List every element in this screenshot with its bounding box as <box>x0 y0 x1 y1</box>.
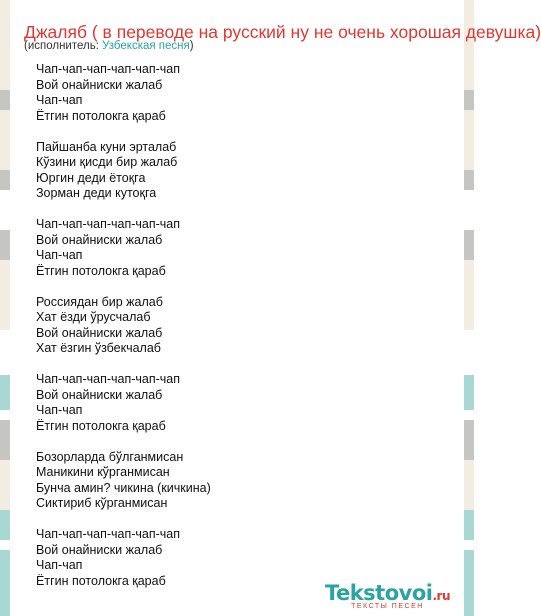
lyric-line: Чап-чап-чап-чап-чап-чап <box>36 62 181 76</box>
performer-label: (исполнитель: <box>24 40 99 52</box>
stanza <box>36 140 211 202</box>
performer-link[interactable]: Узбекская песня <box>102 40 190 52</box>
lyric-line: Зорман деди кутоқга <box>36 186 157 200</box>
performer-line <box>24 40 194 52</box>
lyric-line: Сиктириб кўрганмисан <box>36 496 168 510</box>
lyric-line: Вой онайниски жалаб <box>36 77 163 92</box>
lyric-line: Чап-чап <box>36 558 83 572</box>
lyric-line: Кўзини қисди бир жалаб <box>36 155 178 169</box>
stanza <box>36 217 211 279</box>
site-logo[interactable] <box>325 581 450 610</box>
stanza <box>36 372 211 434</box>
lyrics-sheet <box>10 0 541 616</box>
lyrics-body <box>36 62 211 589</box>
stanza <box>36 295 211 357</box>
lyric-line: Чап-чап-чап-чап-чап-чап <box>36 372 181 386</box>
lyric-line: Вой онайниски жалаб <box>36 232 163 247</box>
lyric-line: Бунча амин? чикина (кичкина) <box>36 480 211 495</box>
logo-tld: .ru <box>432 589 450 603</box>
lyric-line: Ётгин потолокга қараб <box>36 263 166 278</box>
lyric-line: Юргин деди ётоқга <box>36 170 146 185</box>
stanza <box>36 62 211 124</box>
lyric-line: Россиядан бир жалаб <box>36 294 163 309</box>
lyric-line: Вой онайниски жалаб <box>36 542 163 557</box>
lyric-line: Хат ёзгин ўзбекчалаб <box>36 341 161 355</box>
lyric-line: Маникини кўрганмисан <box>36 465 170 479</box>
logo-wordmark <box>325 581 450 605</box>
logo-tagline: ТЕКСТЫ ПЕСЕН <box>351 603 424 610</box>
lyric-line: Чап-чап <box>36 403 83 417</box>
lyric-line: Чап-чап <box>36 248 83 262</box>
lyric-line: Ётгин потолокга қараб <box>36 418 166 433</box>
logo-word: Tekstovoi <box>324 581 433 605</box>
lyric-line: Бозорларда бўлганмисан <box>36 449 184 464</box>
lyric-line: Чап-чап-чап-чап-чап-чап <box>36 527 181 541</box>
song-title: Джаляб ( в переводе на русский ну не очень хорошая девушка) <box>24 22 541 42</box>
lyric-line: Ётгин потолокга қараб <box>36 573 166 588</box>
lyric-line: Хат ёзди ўрусчалаб <box>36 310 151 324</box>
performer-close: ) <box>189 40 194 52</box>
stanza <box>36 450 211 512</box>
lyric-line: Чап-чап <box>36 93 83 107</box>
lyric-line: Вой онайниски жалаб <box>36 325 163 340</box>
lyric-line: Ётгин потолокга қараб <box>36 108 166 123</box>
lyric-line: Вой онайниски жалаб <box>36 387 163 402</box>
lyric-line: Пайшанба куни эрталаб <box>36 139 177 154</box>
stanza <box>36 527 211 589</box>
lyric-line: Чап-чап-чап-чап-чап-чап <box>36 217 181 231</box>
